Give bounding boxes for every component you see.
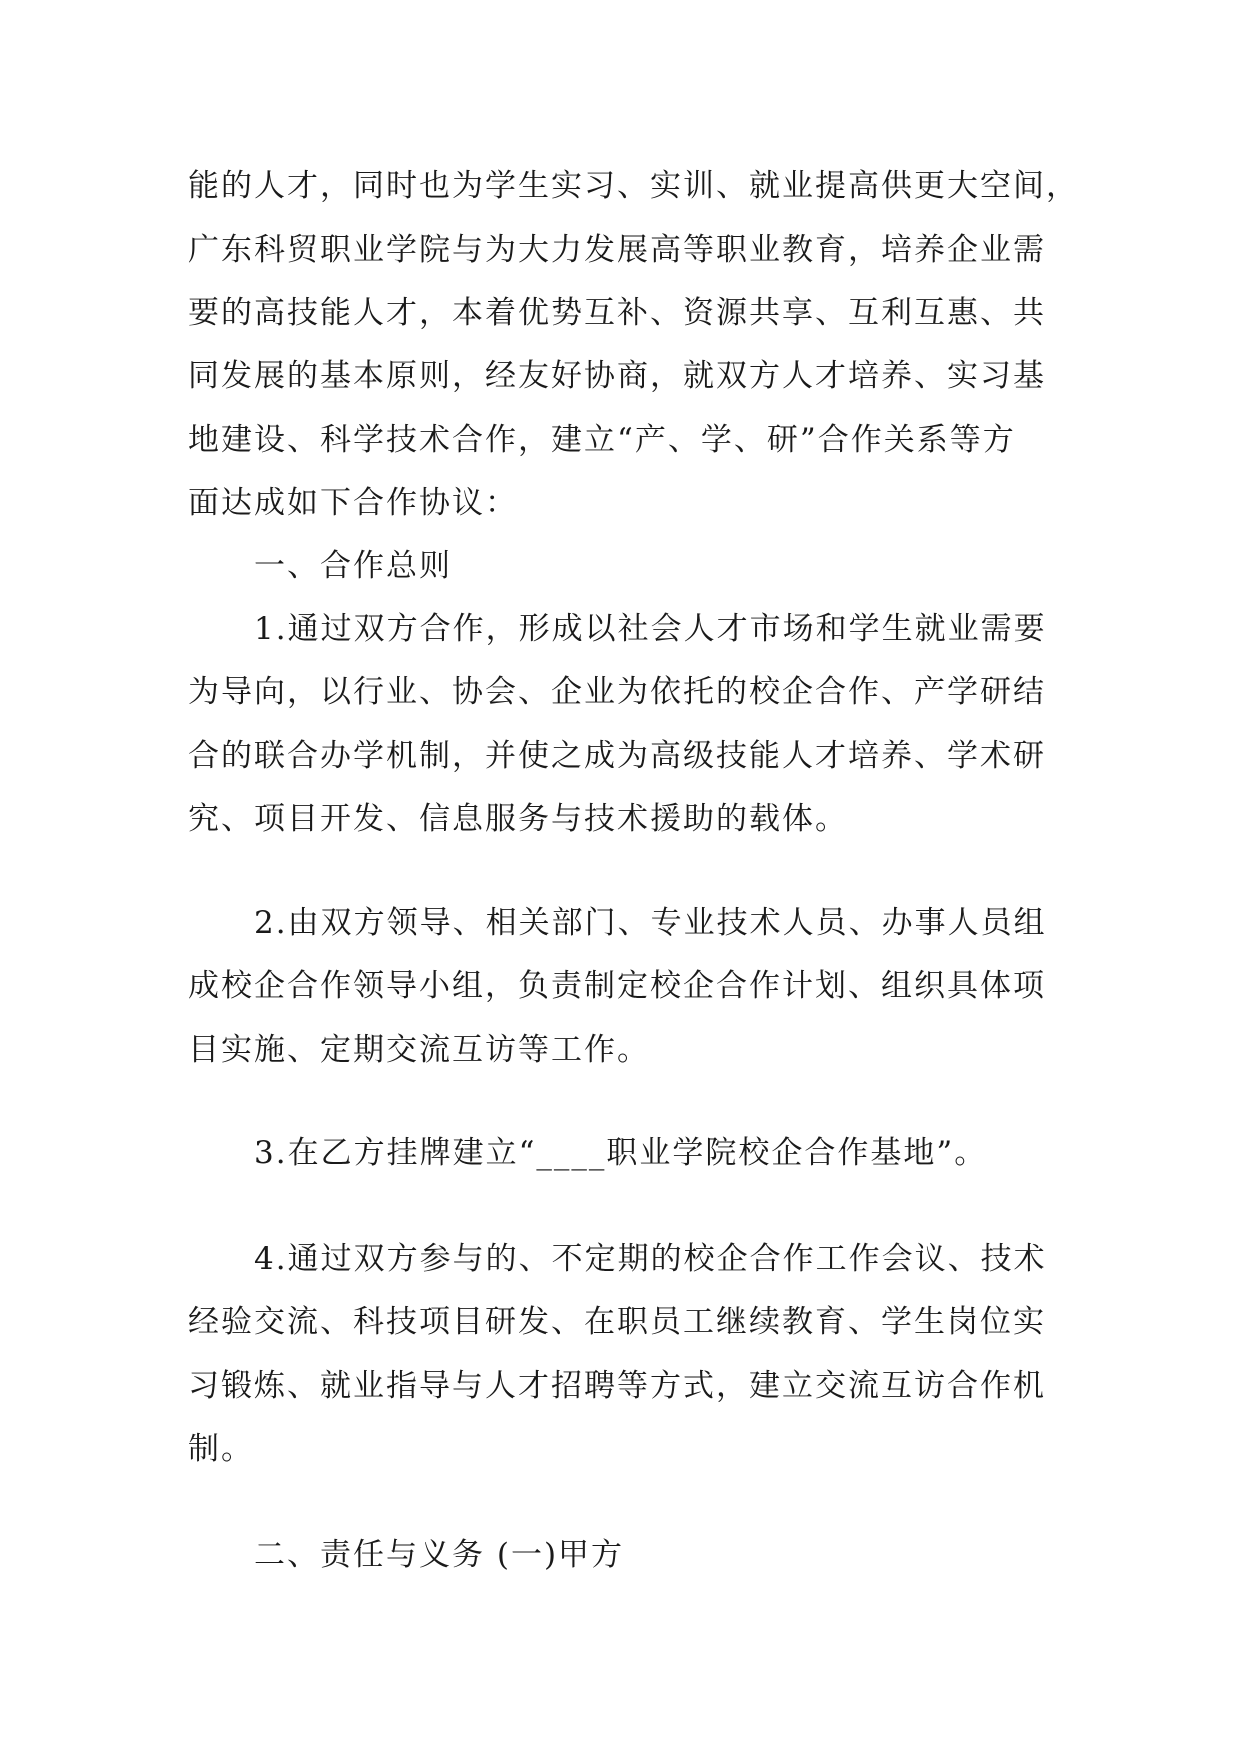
text-line: 3.在乙方挂牌建立“____职业学院校企合作基地”。 xyxy=(254,1135,988,1171)
text-line: 为导向，以行业、协会、企业为依托的校企合作、产学研结 xyxy=(188,674,1046,710)
text-line: 面达成如下合作协议： xyxy=(188,485,518,521)
section-heading: 二、责任与义务 (一)甲方 xyxy=(254,1537,625,1573)
text-line: 制。 xyxy=(188,1431,254,1467)
text-line: 能的人才，同时也为学生实习、实训、就业提高供更大空间， xyxy=(188,168,1079,204)
text-line: 合的联合办学机制，并使之成为高级技能人才培养、学术研 xyxy=(188,738,1046,774)
text-line: 经验交流、科技项目研发、在职员工继续教育、学生岗位实 xyxy=(188,1304,1046,1340)
text-line: 要的高技能人才，本着优势互补、资源共享、互利互惠、共 xyxy=(188,295,1046,331)
text-line: 成校企合作领导小组，负责制定校企合作计划、组织具体项 xyxy=(188,968,1046,1004)
text-line: 同发展的基本原则，经友好协商，就双方人才培养、实习基 xyxy=(188,358,1046,394)
text-line: 地建设、科学技术合作，建立“产、学、研”合作关系等方 xyxy=(188,422,1016,458)
text-line: 广东科贸职业学院与为大力发展高等职业教育，培养企业需 xyxy=(188,232,1046,268)
text-line: 1.通过双方合作，形成以社会人才市场和学生就业需要 xyxy=(254,611,1047,647)
text-line: 目实施、定期交流互访等工作。 xyxy=(188,1032,650,1068)
text-line: 4.通过双方参与的、不定期的校企合作工作会议、技术 xyxy=(254,1241,1047,1277)
text-line: 习锻炼、就业指导与人才招聘等方式，建立交流互访合作机 xyxy=(188,1368,1046,1404)
text-line: 究、项目开发、信息服务与技术援助的载体。 xyxy=(188,801,848,837)
section-heading: 一、合作总则 xyxy=(254,548,452,584)
text-line: 2.由双方领导、相关部门、专业技术人员、办事人员组 xyxy=(254,905,1047,941)
